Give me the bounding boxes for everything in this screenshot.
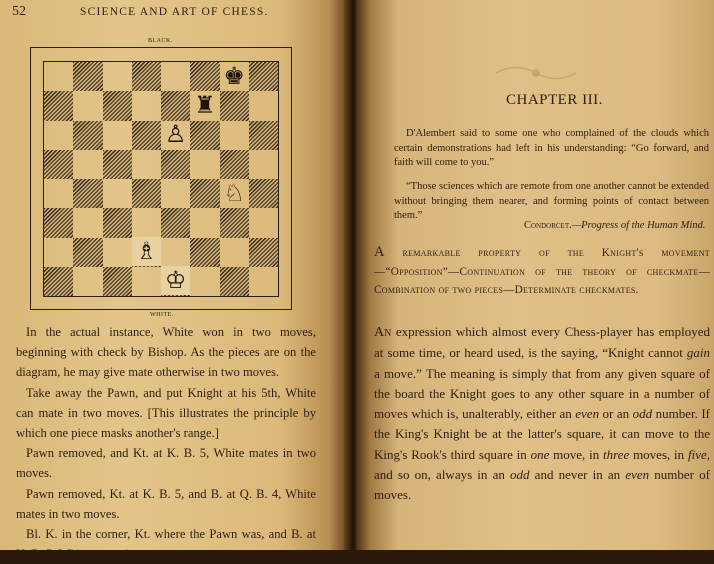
left-page bbox=[0, 0, 350, 562]
board-square bbox=[44, 62, 73, 91]
board-square bbox=[220, 179, 249, 208]
body-text: expression which almost every Chess-player has employed at some time, or heard used, is the saying, “Knight cannot bbox=[374, 324, 710, 361]
board-square bbox=[73, 267, 102, 296]
body-emphasis: even bbox=[575, 406, 600, 422]
board-square bbox=[249, 179, 278, 208]
page-number: 52 bbox=[12, 4, 26, 19]
right-body-text bbox=[374, 322, 710, 506]
board-square bbox=[161, 121, 190, 150]
left-body-text bbox=[16, 322, 316, 564]
paragraph: Bl. K. in the corner, Kt. where the Pawn was, and B. at K. R. 5, White mates in two moves. bbox=[16, 527, 316, 562]
board-square bbox=[190, 121, 219, 150]
body-text: number. If the King's Knight be at the latter's square, it can move to the King's Rook's third square in bbox=[374, 406, 710, 462]
board-square bbox=[132, 150, 161, 179]
board-square bbox=[103, 208, 132, 237]
board-square bbox=[103, 62, 132, 91]
board-square bbox=[161, 62, 190, 91]
paragraph: Take away the Pawn, and put Knight at his 5th, White can mate in two moves. [This illustrates the principle by which one piece masks another's range.] bbox=[16, 385, 316, 441]
white-bishop-icon: ♗ bbox=[132, 237, 161, 266]
black-rook-icon: ♜ bbox=[194, 90, 216, 119]
chapter-summary bbox=[374, 243, 710, 300]
board-square bbox=[103, 238, 132, 267]
board-square bbox=[190, 238, 219, 267]
board-square bbox=[73, 179, 102, 208]
board-square bbox=[190, 179, 219, 208]
summary-text: remarkable property of the Knight's movement —“Opposition”—Continuation of the theory of checkmate—Combination of two pieces—Determinate checkmates. bbox=[374, 247, 710, 296]
board-square bbox=[44, 91, 73, 120]
body-lead: An bbox=[374, 325, 392, 340]
board-square bbox=[44, 208, 73, 237]
board-square bbox=[73, 208, 102, 237]
credit-work: —Progress of the Human Mind. bbox=[571, 220, 706, 231]
board-square bbox=[161, 267, 190, 296]
body-emphasis: five bbox=[687, 446, 707, 462]
board-square bbox=[103, 267, 132, 296]
summary-initial: A bbox=[374, 244, 385, 260]
paragraph: Pawn removed, and Kt. at K. B. 5, White mates in two moves. bbox=[16, 446, 316, 481]
board-square bbox=[220, 62, 249, 91]
board-square bbox=[161, 179, 190, 208]
body-emphasis: three bbox=[603, 446, 630, 462]
body-text: number of moves. bbox=[374, 467, 710, 503]
board-square bbox=[132, 91, 161, 120]
board-square bbox=[190, 208, 219, 237]
board-square bbox=[103, 91, 132, 120]
black-king-icon: ♚ bbox=[223, 61, 245, 90]
body-emphasis: even bbox=[625, 467, 650, 483]
body-text: , and so on, always in an bbox=[374, 446, 710, 483]
epigraph-text: D'Alembert said to some one who complained of the clouds which certain demonstrations had left in his understanding: “Go forward, and faith will come to you.” bbox=[394, 128, 709, 168]
body-emphasis: odd bbox=[632, 406, 653, 422]
right-page bbox=[356, 0, 714, 550]
board-square bbox=[249, 62, 278, 91]
white-pawn-icon: ♙ bbox=[164, 120, 187, 149]
board-square bbox=[161, 208, 190, 237]
board-square bbox=[44, 121, 73, 150]
board-square bbox=[73, 91, 102, 120]
board-square bbox=[103, 121, 132, 150]
epigraph-text: “Those sciences which are remote from one another cannot be extended without bringing them nearer, and forming points of contact between them.” bbox=[394, 181, 709, 221]
white-king-icon: ♔ bbox=[161, 266, 190, 295]
board-square bbox=[132, 179, 161, 208]
board-square bbox=[73, 62, 102, 91]
board-square bbox=[44, 179, 73, 208]
board-square bbox=[132, 267, 161, 296]
board-square bbox=[161, 91, 190, 120]
diagram-label-white: WHITE. bbox=[150, 312, 174, 318]
epigraph-dalembert bbox=[394, 127, 709, 171]
board-square bbox=[220, 208, 249, 237]
running-head: SCIENCE AND ART OF CHESS. bbox=[80, 6, 269, 18]
board-square bbox=[249, 91, 278, 120]
body-text: move, in bbox=[549, 446, 604, 462]
paragraph: Pawn removed, Kt. at K. B. 5, and B. at Q. B. 4, White mates in two moves. bbox=[16, 486, 316, 521]
board-square bbox=[220, 121, 249, 150]
body-text: moves, in bbox=[629, 446, 688, 462]
body-text: a move.” The meaning is simply that from any given square of the board the Knight goes to any other square in a number of moves which is, unalterably, either an bbox=[374, 365, 710, 422]
board-square bbox=[73, 150, 102, 179]
board-square bbox=[220, 267, 249, 296]
board-square bbox=[190, 91, 219, 120]
body-emphasis: one bbox=[530, 446, 550, 462]
chess-diagram bbox=[43, 61, 279, 297]
board-square bbox=[249, 208, 278, 237]
board-square bbox=[44, 238, 73, 267]
board-square bbox=[44, 150, 73, 179]
board-square bbox=[249, 238, 278, 267]
credit-author: Condorcet. bbox=[524, 220, 572, 231]
board-square bbox=[132, 208, 161, 237]
paragraph: In the actual instance, White won in two moves, beginning with check by Bishop. As the pieces are on the diagram, he may give mate otherwise in two moves. bbox=[16, 325, 316, 380]
board-square bbox=[73, 121, 102, 150]
board-square bbox=[73, 238, 102, 267]
board-square bbox=[249, 121, 278, 150]
board-square bbox=[190, 267, 219, 296]
board-square bbox=[103, 150, 132, 179]
board-square bbox=[190, 62, 219, 91]
board-square bbox=[103, 179, 132, 208]
diagram-label-black: BLACK. bbox=[148, 38, 173, 44]
body-emphasis: odd bbox=[510, 467, 530, 483]
board-square bbox=[220, 91, 249, 120]
white-knight-icon: ♘ bbox=[223, 178, 245, 207]
epigraph-credit bbox=[524, 220, 705, 231]
board-square bbox=[220, 150, 249, 179]
board-square bbox=[249, 267, 278, 296]
chapter-title: CHAPTER III. bbox=[506, 92, 603, 108]
board-square bbox=[132, 238, 161, 267]
board-square bbox=[132, 62, 161, 91]
board-square bbox=[132, 121, 161, 150]
body-text: and never in an bbox=[529, 467, 626, 483]
board-square bbox=[190, 150, 219, 179]
board-square bbox=[220, 238, 249, 267]
body-text: or an bbox=[599, 406, 633, 422]
board-square bbox=[249, 150, 278, 179]
epigraph-condorcet bbox=[394, 180, 709, 224]
body-emphasis: gain bbox=[686, 345, 710, 361]
board-square bbox=[161, 150, 190, 179]
board-square bbox=[44, 267, 73, 296]
board-square bbox=[161, 238, 190, 267]
faded-ornament-icon bbox=[491, 62, 581, 84]
